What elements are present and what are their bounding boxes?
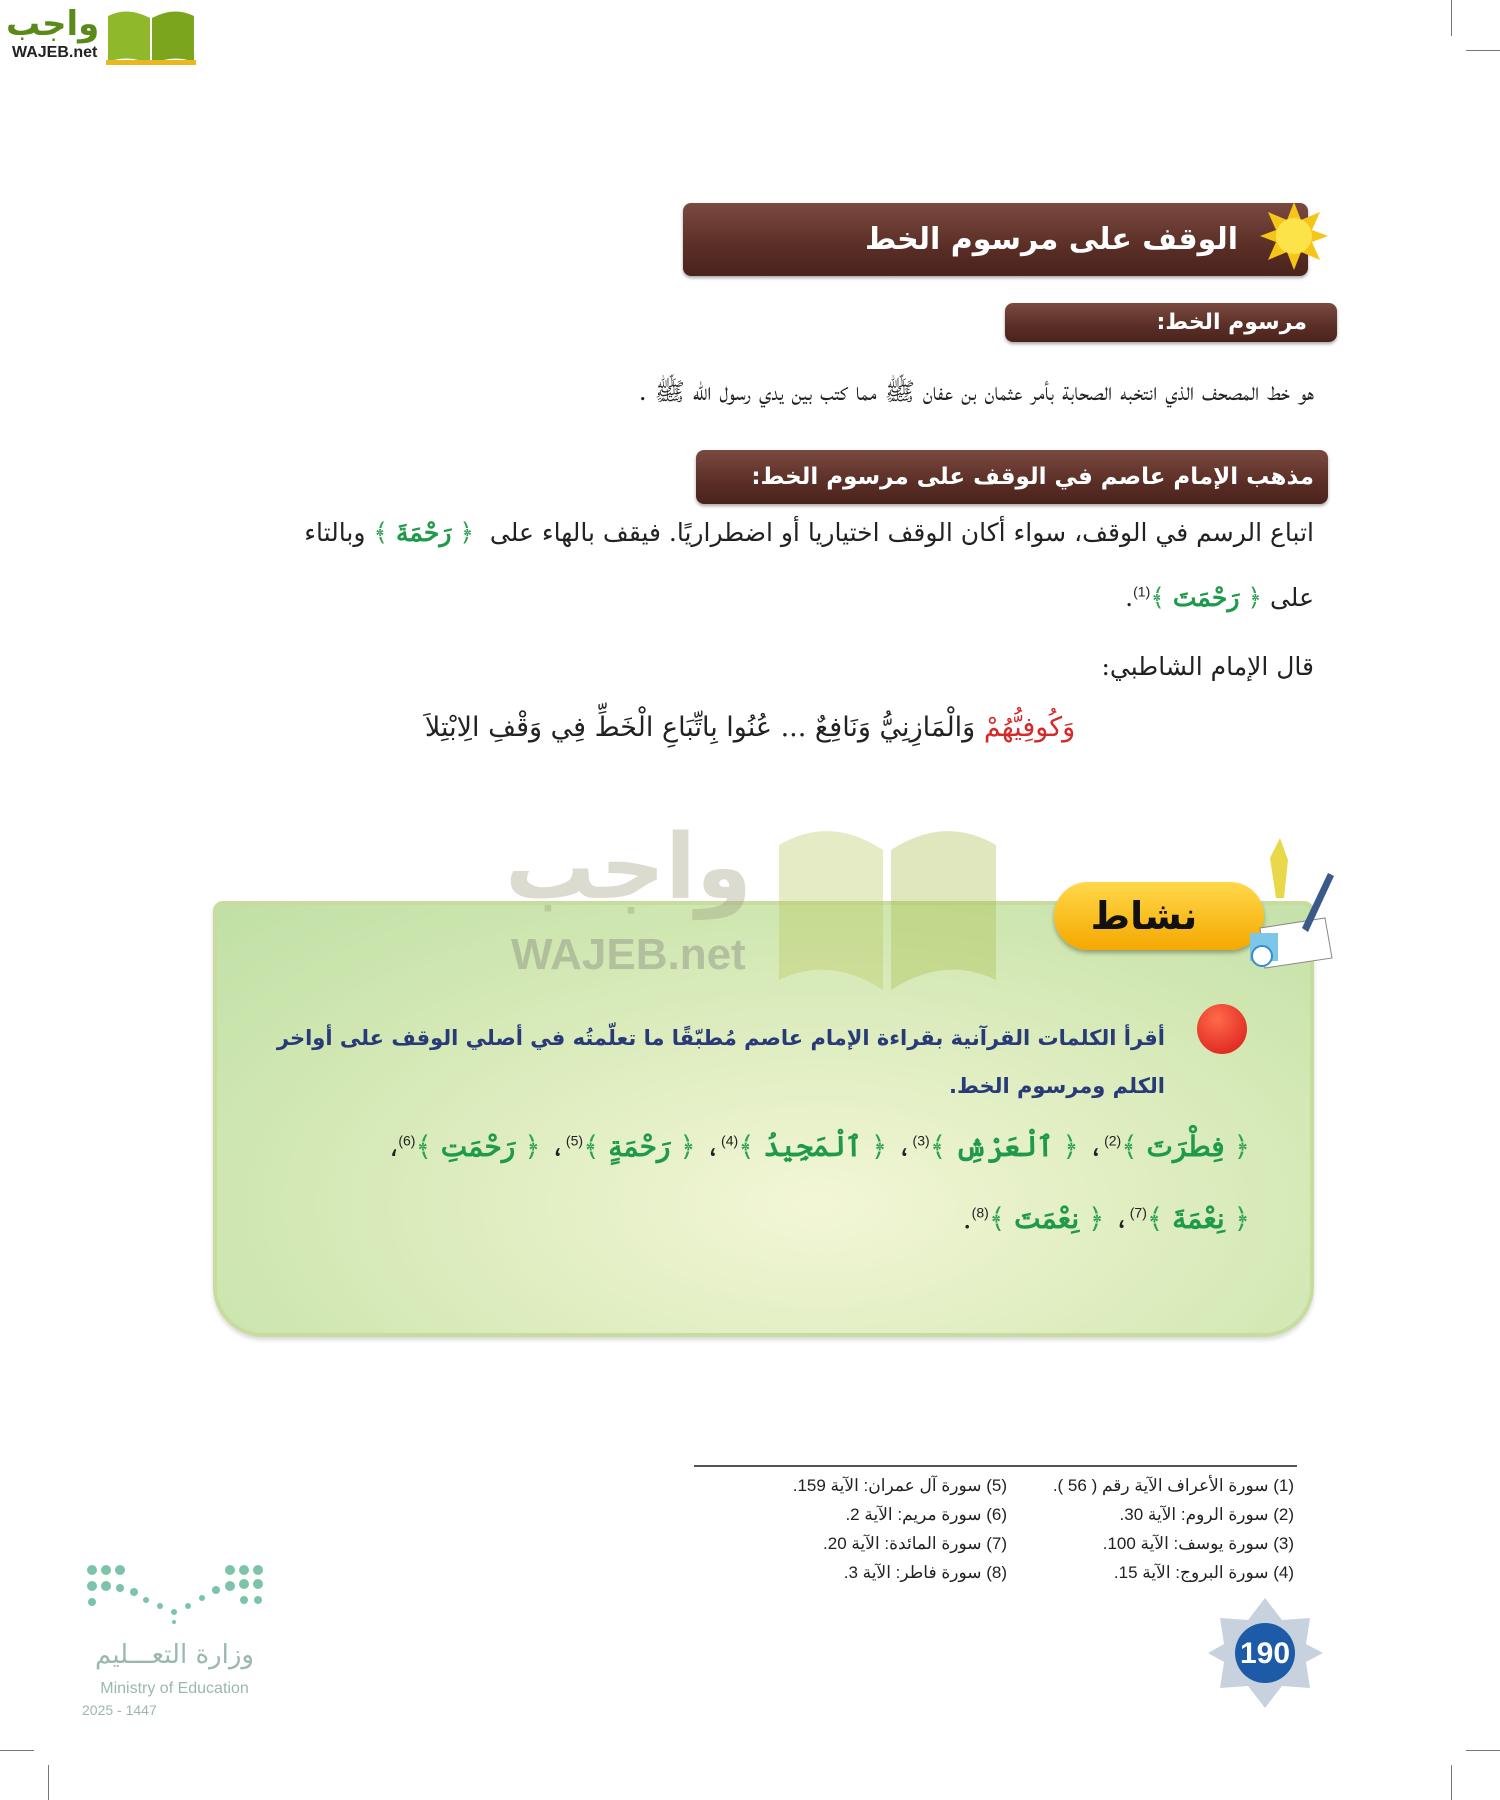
section-heading-rasm	[1005, 303, 1337, 342]
poem-red-word: وَكُوفِيُّهُمْ	[983, 712, 1076, 743]
ministry-year: 2025 - 1447	[82, 1702, 157, 1718]
ministry-english: Ministry of Education	[100, 1680, 249, 1697]
quran-word: رَحْمَتَ	[1172, 583, 1240, 612]
quote-intro: قال الإمام الشاطبي:	[1101, 652, 1314, 681]
poem-text: وَالْمَازِنِيُّ وَنَافِعٌ ... عُنُوا بِاتِّبَاعِ الْخَطِّ فِي وَقْفِ الِابْتِلاَ	[424, 712, 976, 743]
ornate-bracket-icon: ﴾	[373, 518, 389, 547]
ornate-bracket-icon: ﴾	[1150, 583, 1165, 612]
activity-badge	[1054, 882, 1264, 950]
activity-words-row-2	[963, 1202, 1250, 1235]
word-item: ﴿ نِعْمَتَ ﴾$^{(8)}$.	[962, 1202, 1105, 1235]
footnote: (8) سورة فاطر: الآية 3.	[843, 1563, 1007, 1582]
book-icon	[775, 815, 1000, 990]
footnote: (4) سورة البروج: الآية 15.	[1113, 1563, 1294, 1582]
crop-mark	[1451, 0, 1452, 36]
word-item: ﴿ نِعْمَةَ ﴾$^{(7)}$،	[1113, 1202, 1250, 1235]
bullet-icon	[1197, 1004, 1247, 1054]
ministry-arabic: وزارة التعـــليم	[95, 1640, 254, 1670]
asim-line-2: على ﴿ رَحْمَتَ ﴾$^{(1)}$.	[1125, 583, 1314, 612]
word-item: ﴿ رَحْمَتِ ﴾$^{(6)}$،	[389, 1130, 541, 1163]
text: اتباع الرسم في الوقف، سواء أكان الوقف اختياريا أو اضطراريًا. فيقف بالهاء على	[489, 518, 1314, 547]
word-item: ﴿ فِطْرَتَ ﴾$^{(2)}$،	[1087, 1130, 1250, 1163]
footnote: (7) سورة المائدة: الآية 20.	[823, 1534, 1007, 1553]
text: على	[1269, 583, 1314, 612]
wajeb-logo[interactable]: واجب WAJEB.net	[6, 4, 196, 68]
footnote: (6) سورة مريم: الآية 2.	[845, 1505, 1007, 1524]
book-icon	[106, 6, 196, 66]
footnote: (1) سورة الأعراف الآية رقم ( 56 ).	[1052, 1476, 1294, 1495]
section-heading-text: مذهب الإمام عاصم في الوقف على مرسوم الخط:	[751, 464, 1314, 490]
footnote: (5) سورة آل عمران: الآية 159.	[792, 1476, 1007, 1495]
text: وبالتاء	[304, 518, 366, 547]
section-heading-text: مرسوم الخط:	[1156, 310, 1307, 335]
word-item: ﴿ رَحْمَةٍ ﴾$^{(5)}$،	[549, 1130, 696, 1163]
rasm-definition: هو خط المصحف الذي انتخبه الصحابة بأمر عثمان بن عفان ﷺ مما كتب بين يدي رسول الله ﷺ .	[638, 377, 1314, 406]
footnote: (2) سورة الروم: الآية 30.	[1119, 1505, 1294, 1524]
sun-icon	[1258, 200, 1330, 272]
wajeb-watermark: واجب WAJEB.net	[505, 815, 1005, 990]
lesson-title-bar	[683, 203, 1308, 276]
lesson-title: الوقف على مرسوم الخط	[865, 222, 1238, 257]
footnote-divider	[694, 1465, 1297, 1467]
ministry-dots-logo	[84, 1562, 266, 1627]
crop-mark	[0, 1750, 34, 1751]
crop-mark	[1466, 1750, 1500, 1751]
word-item: ﴿ ٱلْعَرْشِ ﴾$^{(3)}$،	[896, 1130, 1079, 1163]
word-item: ﴿ ٱلْمَجِيدُ ﴾$^{(4)}$،	[704, 1130, 888, 1163]
shatibi-poem	[0, 712, 1500, 743]
crop-mark	[1466, 50, 1500, 51]
crop-mark	[48, 1765, 49, 1800]
activity-words-row-1	[389, 1130, 1250, 1163]
ornate-bracket-icon: ﴿	[459, 518, 475, 547]
footnote: (3) سورة يوسف: الآية 100.	[1102, 1534, 1294, 1553]
activity-instruction: أقرأ الكلمات القرآنية بقراءة الإمام عاصم مُطبّقًا ما تعلّمتُه في أصلي الوقف على أواخر الكلم ومرسوم الخط.	[276, 1026, 1165, 1098]
crop-mark	[1451, 1765, 1452, 1800]
ornate-bracket-icon: ﴿	[1247, 583, 1263, 612]
activity-badge-label: نشاط	[1090, 894, 1198, 938]
page-number: 190	[1239, 1637, 1291, 1670]
asim-line-1	[304, 518, 1314, 547]
section-heading-asim	[696, 450, 1328, 504]
pencil-notebook-icon	[1240, 838, 1335, 973]
footnote-ref[interactable]: (1)	[1133, 583, 1151, 600]
quran-word: رَحْمَةَ	[396, 518, 452, 547]
